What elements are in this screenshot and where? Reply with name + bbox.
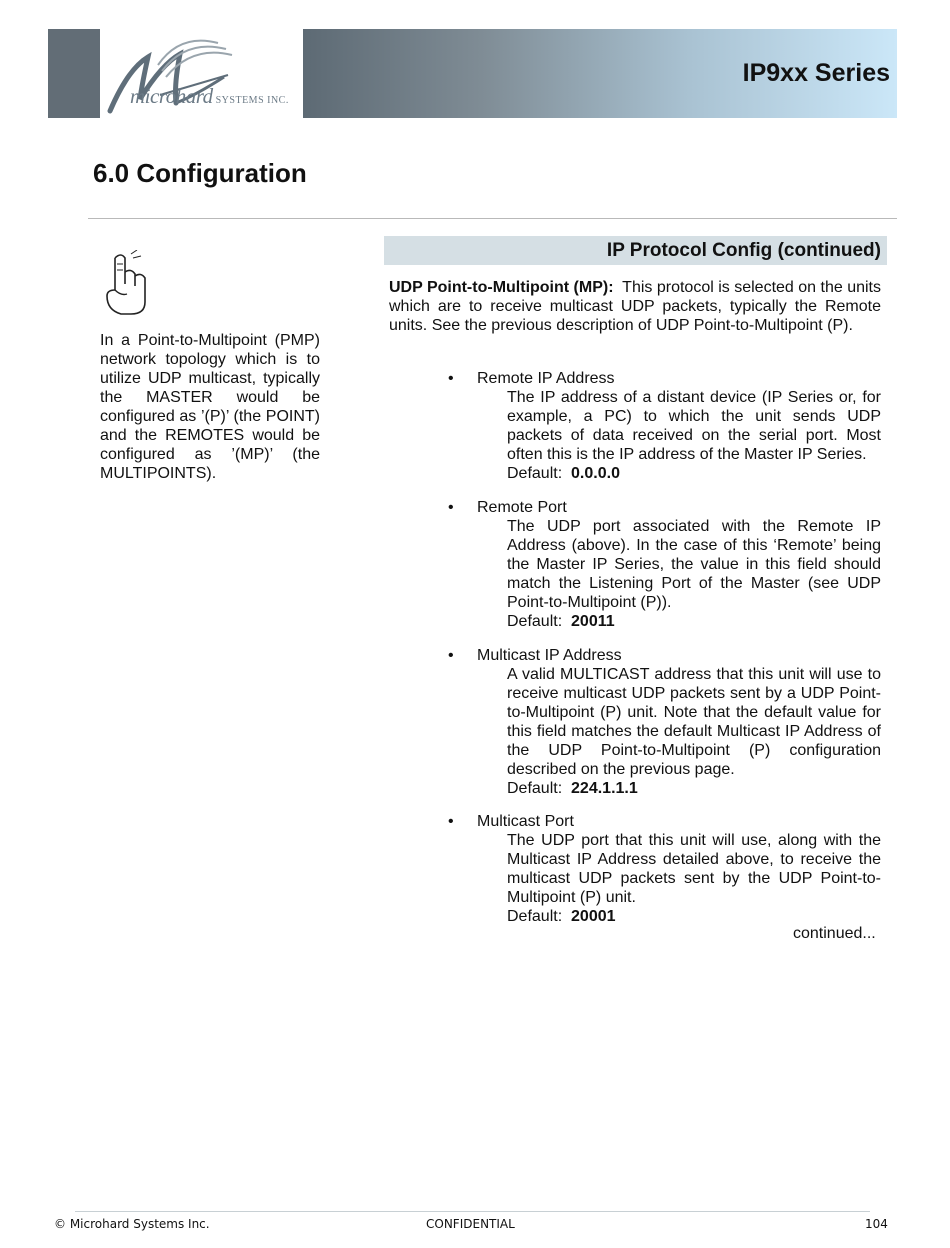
intro-label: UDP Point-to-Multipoint (MP): (389, 279, 614, 296)
series-title: IP9xx Series (742, 59, 890, 87)
bullet-icon: • (448, 499, 454, 516)
default-label: Default: (507, 908, 563, 925)
page-number: 104 (865, 1217, 888, 1231)
item-title: Multicast Port (477, 813, 574, 830)
company-logo (100, 29, 303, 118)
item-description: The IP address of a distant device (IP Series or, for example, a PC) to which the unit sends UDP packets of data received on the serial port. Most often this is the IP address of the Master IP Series. (507, 389, 881, 463)
section-divider (88, 218, 897, 219)
item-description: A valid MULTICAST address that this unit will use to receive multicast UDP packets sent by a UDP Point-to-Multipoint (P) unit. Note that the default value for this field matches the default Multicast IP Address of the UDP Point-to-Multipoint (P) configuration described on the previous page. (507, 666, 881, 778)
item-default (507, 908, 616, 925)
footer-copyright: © Microhard Systems Inc. (54, 1217, 210, 1231)
item-default (507, 780, 638, 797)
item-default (507, 465, 620, 482)
box-title: IP Protocol Config (continued) (606, 240, 881, 261)
bullet-icon: • (448, 370, 454, 387)
logo-text (130, 84, 289, 109)
item-title: Multicast IP Address (477, 647, 622, 664)
list-item (448, 812, 881, 926)
footer-rule (75, 1211, 870, 1212)
bullet-icon: • (448, 647, 454, 664)
footer-confidential: CONFIDENTIAL (426, 1217, 515, 1231)
box-header (384, 236, 887, 265)
list-item (448, 646, 881, 798)
default-label: Default: (507, 780, 563, 797)
sidebar-note: In a Point-to-Multipoint (PMP) network topology which is to utilize UDP multicast, typically the MASTER would be configured as ’(P)’ (the POINT) and the REMOTES would be configured as ’(MP)’ (the MULTIPOINTS). (100, 332, 320, 482)
continued-note: continued... (793, 925, 876, 942)
item-description: The UDP port associated with the Remote IP Address (above). In the case of this ‘Remote’ being the Master IP Series, the value in this field should match the Listening Port of the Master (see UDP Point-to-Multipoint (P)). (507, 518, 881, 611)
default-value: 0.0.0.0 (571, 465, 620, 482)
item-title: Remote IP Address (477, 370, 615, 387)
item-title: Remote Port (477, 499, 567, 516)
pointing-hand-icon (101, 250, 151, 318)
logo-text-main: microhard (130, 84, 213, 108)
default-value: 224.1.1.1 (571, 780, 638, 797)
default-value: 20001 (571, 908, 616, 925)
logo-text-sub: SYSTEMS INC. (215, 95, 289, 106)
list-item (448, 369, 881, 483)
header-bar (303, 29, 897, 118)
header-left-bar (48, 29, 100, 118)
intro-text: This protocol is selected on the units which are to receive multicast UDP packets, typically the Remote units. See the previous description of UDP Point-to-Multipoint (P). (389, 279, 882, 334)
section-title: 6.0 Configuration (93, 158, 307, 188)
intro-paragraph (389, 278, 881, 335)
list-item (448, 498, 881, 631)
default-label: Default: (507, 613, 563, 630)
item-default (507, 613, 615, 630)
default-value: 20011 (571, 613, 615, 630)
default-label: Default: (507, 465, 563, 482)
bullet-icon: • (448, 813, 454, 830)
item-description: The UDP port that this unit will use, along with the Multicast IP Address detailed above, to receive the multicast UDP packets sent by the UDP Point-to-Multipoint (P) unit. (507, 832, 881, 906)
